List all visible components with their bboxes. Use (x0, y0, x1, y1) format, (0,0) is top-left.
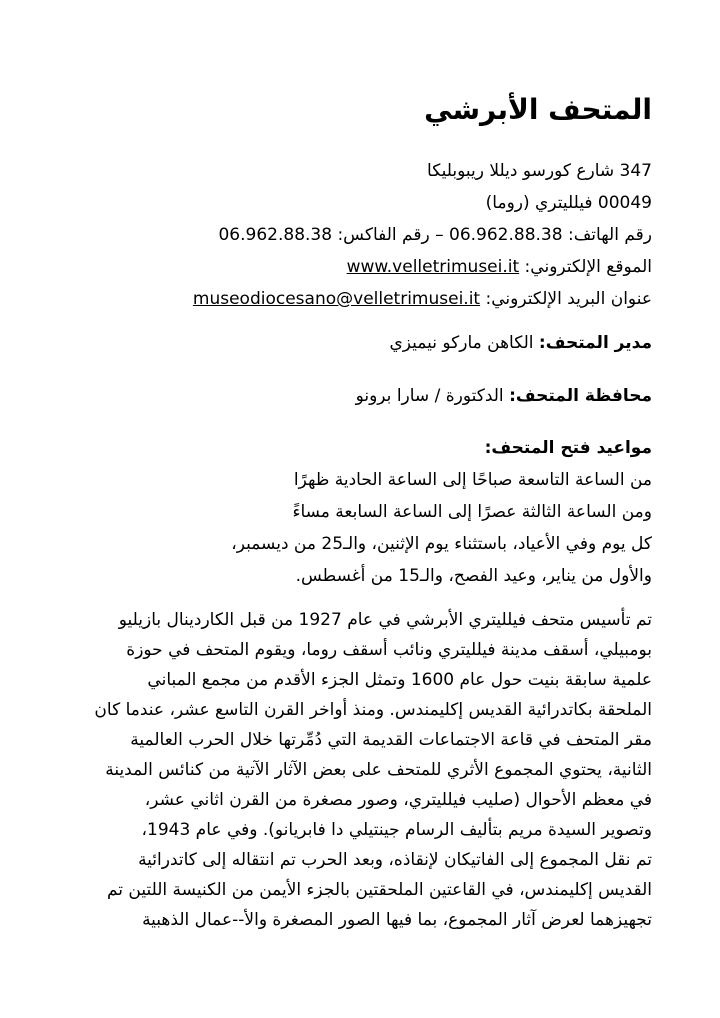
hours-line: من الساعة التاسعة صباحًا إلى الساعة الحادية ظهرًا (293, 470, 652, 490)
history-line: وتصوير السيدة مريم بتأليف الرسام جينتيلي دا فابريانو). وفي عام 1943، (141, 820, 652, 840)
address-block (193, 155, 652, 315)
website-line (193, 251, 652, 283)
opening-hours (231, 432, 652, 592)
director-value: الكاهن ماركو نيميزي (389, 333, 539, 353)
email-link[interactable]: museodiocesano@velletrimusei.it (192, 289, 481, 309)
email-label: عنوان البريد الإلكتروني: (480, 289, 652, 309)
hours-line: ومن الساعة الثالثة عصرًا إلى الساعة السابعة مساءً (292, 502, 652, 522)
hours-line: والأول من يناير، وعيد الفصح، والـ15 من أغسطس. (295, 566, 652, 586)
email-line (193, 283, 652, 315)
history-line: في معظم الأحوال (صليب فيلليتري، وصور مصغرة من القرن اثاني عشر، (144, 790, 652, 810)
history-line: القديس إكليمندس، في القاعتين الملحقتين بالجزء الأيمن من الكنيسة اللتين تم (106, 880, 652, 900)
website-link[interactable]: www.velletrimusei.it (346, 257, 520, 277)
history-line: علمية سابقة بنيت حول عام 1600 وتمثل الجزء الأقدم من مجمع المباني (147, 670, 652, 690)
phone-fax: رقم الهاتف: 06.962.88.38 – رقم الفاكس: 06.962.88.38 (218, 225, 652, 245)
history-line: مقر المتحف في قاعة الاجتماعات القديمة التي دُمِّرتها خلال الحرب العالمية (130, 730, 652, 750)
director-line (389, 327, 652, 359)
history-line: تم تأسيس متحف فيلليتري الأبرشي في عام 1927 من قبل الكاردينال بازيليو (118, 610, 652, 630)
street-address: 347 شارع كورسو ديللا ريبوبليكا (427, 161, 652, 181)
history-line: الثانية، يحتوي المجموع الأثري للمتحف على بعض الآثار الآتية من كنائس المدينة (105, 760, 652, 780)
history-line: تجهيزهما لعرض آثار المجموع، بما فيها الصور المصغرة والأ--عمال الذهبية (142, 910, 652, 930)
curator-line (356, 380, 652, 412)
director-label: مدير المتحف: (538, 333, 652, 353)
history-line: تم نقل المجموع إلى الفاتيكان لإنقاذه، وبعد الحرب تم انتقاله إلى كاتدرائية (138, 850, 652, 870)
hours-line: كل يوم وفي الأعياد، باستثناء يوم الإثنين، والـ25 من ديسمبر، (231, 534, 652, 554)
history-line: بومبيلي، أسقف مدينة فيلليتري ونائب أسقف روما، ويقوم المتحف في حوزة (126, 640, 652, 660)
history-paragraph (62, 605, 652, 935)
website-label: الموقع الإلكتروني: (519, 257, 652, 277)
page-title: المتحف الأبرشي (424, 93, 652, 126)
history-line: الملحقة بكاتدرائية القديس إكليمندس. ومنذ أواخر القرن التاسع عشر، عندما كان (94, 700, 652, 720)
hours-heading: مواعيد فتح المتحف: (484, 438, 652, 458)
curator-value: الدكتورة / سارا برونو (355, 386, 510, 406)
city-address: 00049 فيلليتري (روما) (485, 193, 652, 213)
curator-label: محافظة المتحف: (509, 386, 652, 406)
